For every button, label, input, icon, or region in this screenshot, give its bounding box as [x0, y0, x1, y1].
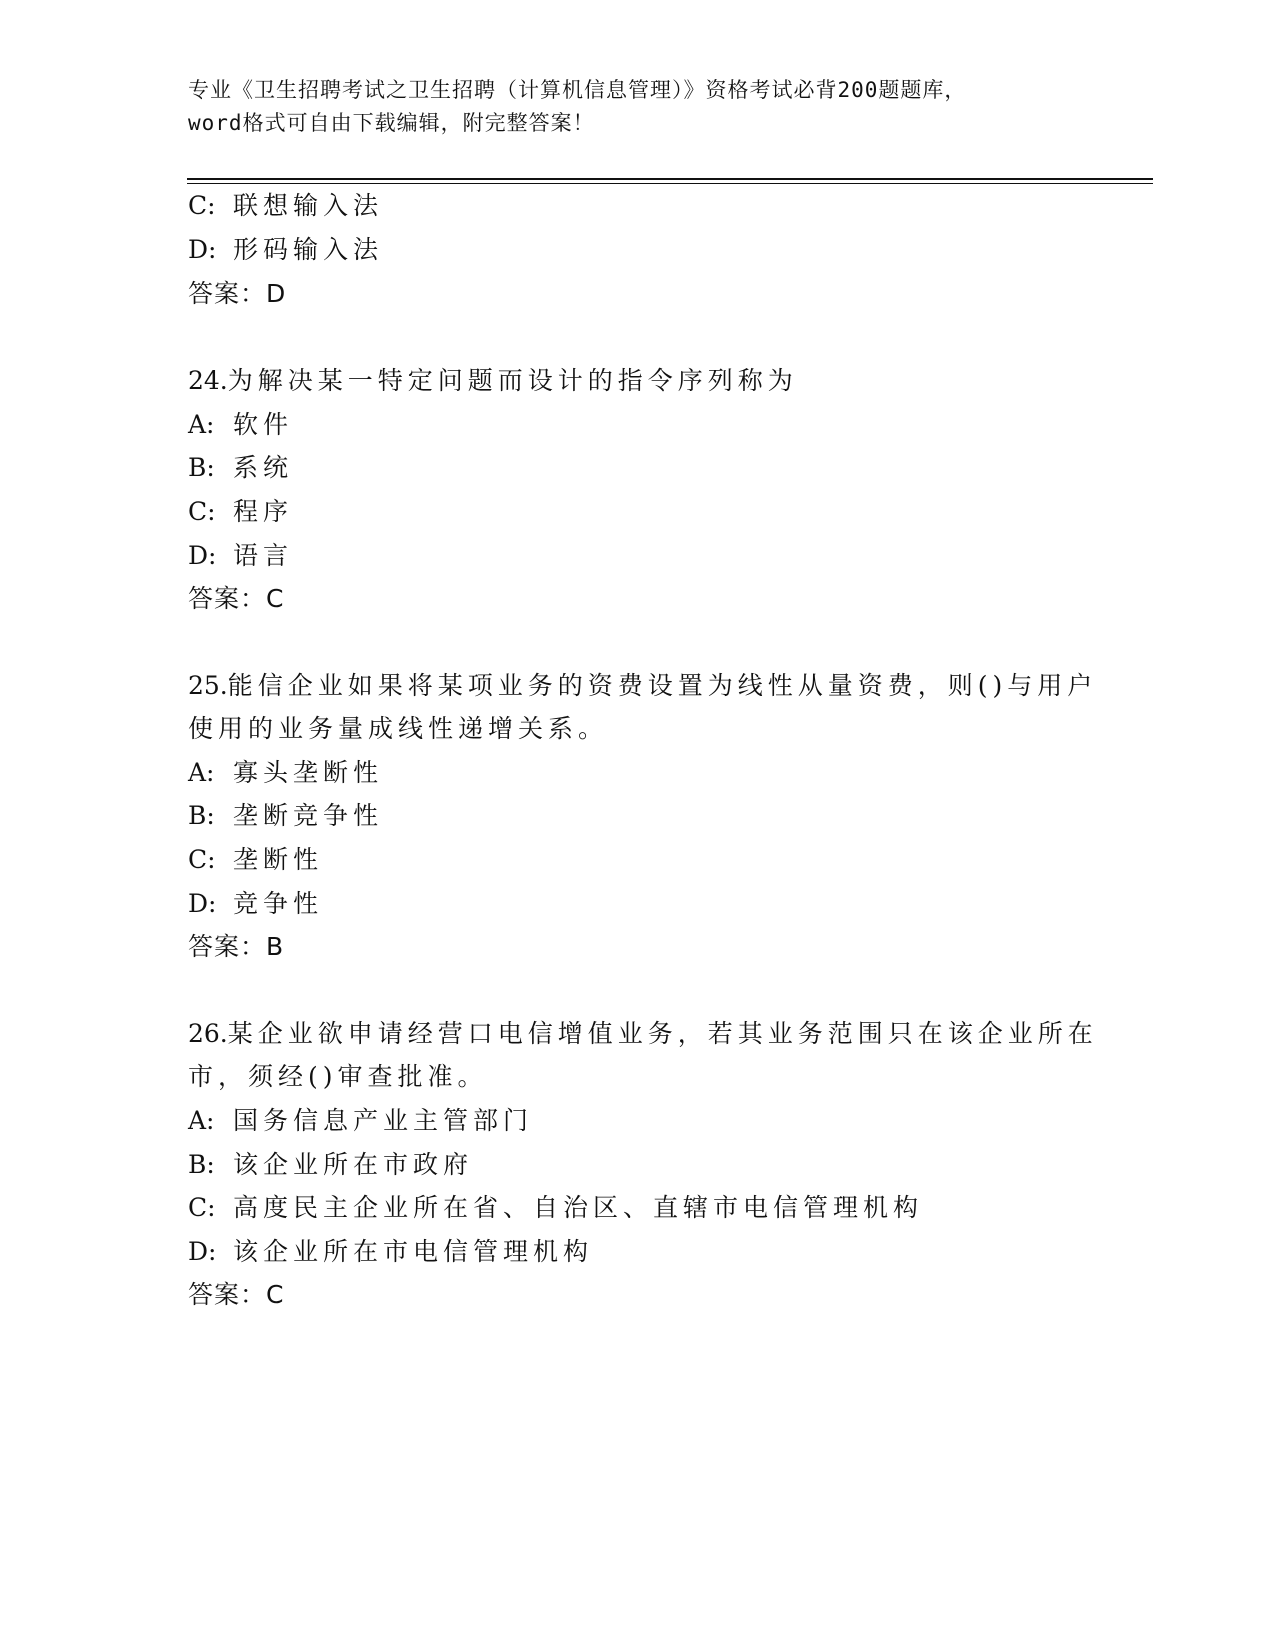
option-b	[188, 796, 383, 832]
option-letter: A:	[188, 758, 215, 787]
option-text: 寡头垄断性	[233, 758, 384, 787]
option-a	[188, 1101, 533, 1137]
option-c	[188, 492, 293, 528]
option-c	[188, 840, 323, 876]
option-a	[188, 753, 383, 789]
option-letter: A:	[188, 1106, 215, 1135]
answer-line: 答案：C	[188, 584, 285, 613]
option-text: 联想输入法	[233, 191, 384, 220]
option-d	[188, 230, 383, 266]
option-text: 垄断性	[233, 845, 324, 874]
option-text: 形码输入法	[233, 235, 384, 264]
answer-line: 答案：D	[188, 279, 287, 308]
question-text: 能信企业如果将某项业务的资费设置为线性从量资费，则()与用户	[227, 671, 1098, 700]
header-divider-thin	[187, 183, 1153, 184]
option-a	[188, 405, 293, 441]
option-b	[188, 448, 293, 484]
option-letter: B:	[188, 1150, 215, 1179]
option-text: 竞争性	[233, 889, 324, 918]
answer-line: 答案：C	[188, 1280, 285, 1309]
option-text: 该企业所在市电信管理机构	[233, 1237, 594, 1266]
option-text: 程序	[233, 497, 294, 526]
option-letter: C:	[188, 497, 216, 526]
option-text: 系统	[233, 453, 294, 482]
option-c	[188, 186, 383, 222]
option-text: 软件	[233, 410, 294, 439]
header-line-2: word格式可自由下载编辑，附完整答案！	[188, 111, 595, 135]
document-header	[188, 74, 1088, 140]
option-letter: A:	[188, 410, 215, 439]
answer-line: 答案：B	[188, 932, 285, 961]
question-26-continued: 市，须经()审查批准。	[188, 1062, 488, 1091]
option-text: 语言	[233, 541, 294, 570]
question-25-continued: 使用的业务量成线性递增关系。	[188, 714, 609, 743]
option-letter: D:	[188, 541, 217, 570]
option-d	[188, 884, 323, 920]
option-b	[188, 1145, 473, 1181]
option-d	[188, 1232, 593, 1268]
question-text: 某企业欲申请经营口电信增值业务，若其业务范围只在该企业所在	[227, 1019, 1098, 1048]
question-number: 24.	[188, 366, 228, 395]
option-letter: C:	[188, 1193, 216, 1222]
question-text: 为解决某一特定问题而设计的指令序列称为	[227, 366, 798, 395]
option-text: 高度民主企业所在省、自治区、直辖市电信管理机构	[233, 1193, 924, 1222]
question-25	[188, 666, 1097, 702]
question-24	[188, 361, 798, 397]
option-text: 国务信息产业主管部门	[233, 1106, 534, 1135]
question-number: 26.	[188, 1019, 228, 1048]
option-letter: D:	[188, 1237, 217, 1266]
option-letter: B:	[188, 453, 215, 482]
option-text: 垄断竞争性	[233, 801, 384, 830]
header-line-1: 专业《卫生招聘考试之卫生招聘（计算机信息管理）》资格考试必背200题题库，	[188, 78, 967, 102]
option-letter: D:	[188, 235, 217, 264]
question-26	[188, 1014, 1098, 1050]
header-divider-thick	[187, 178, 1153, 180]
option-c	[188, 1188, 923, 1224]
option-d	[188, 536, 293, 572]
option-letter: C:	[188, 191, 216, 220]
question-number: 25.	[188, 671, 228, 700]
option-letter: D:	[188, 889, 217, 918]
option-letter: C:	[188, 845, 216, 874]
option-text: 该企业所在市政府	[233, 1150, 474, 1179]
option-letter: B:	[188, 801, 215, 830]
